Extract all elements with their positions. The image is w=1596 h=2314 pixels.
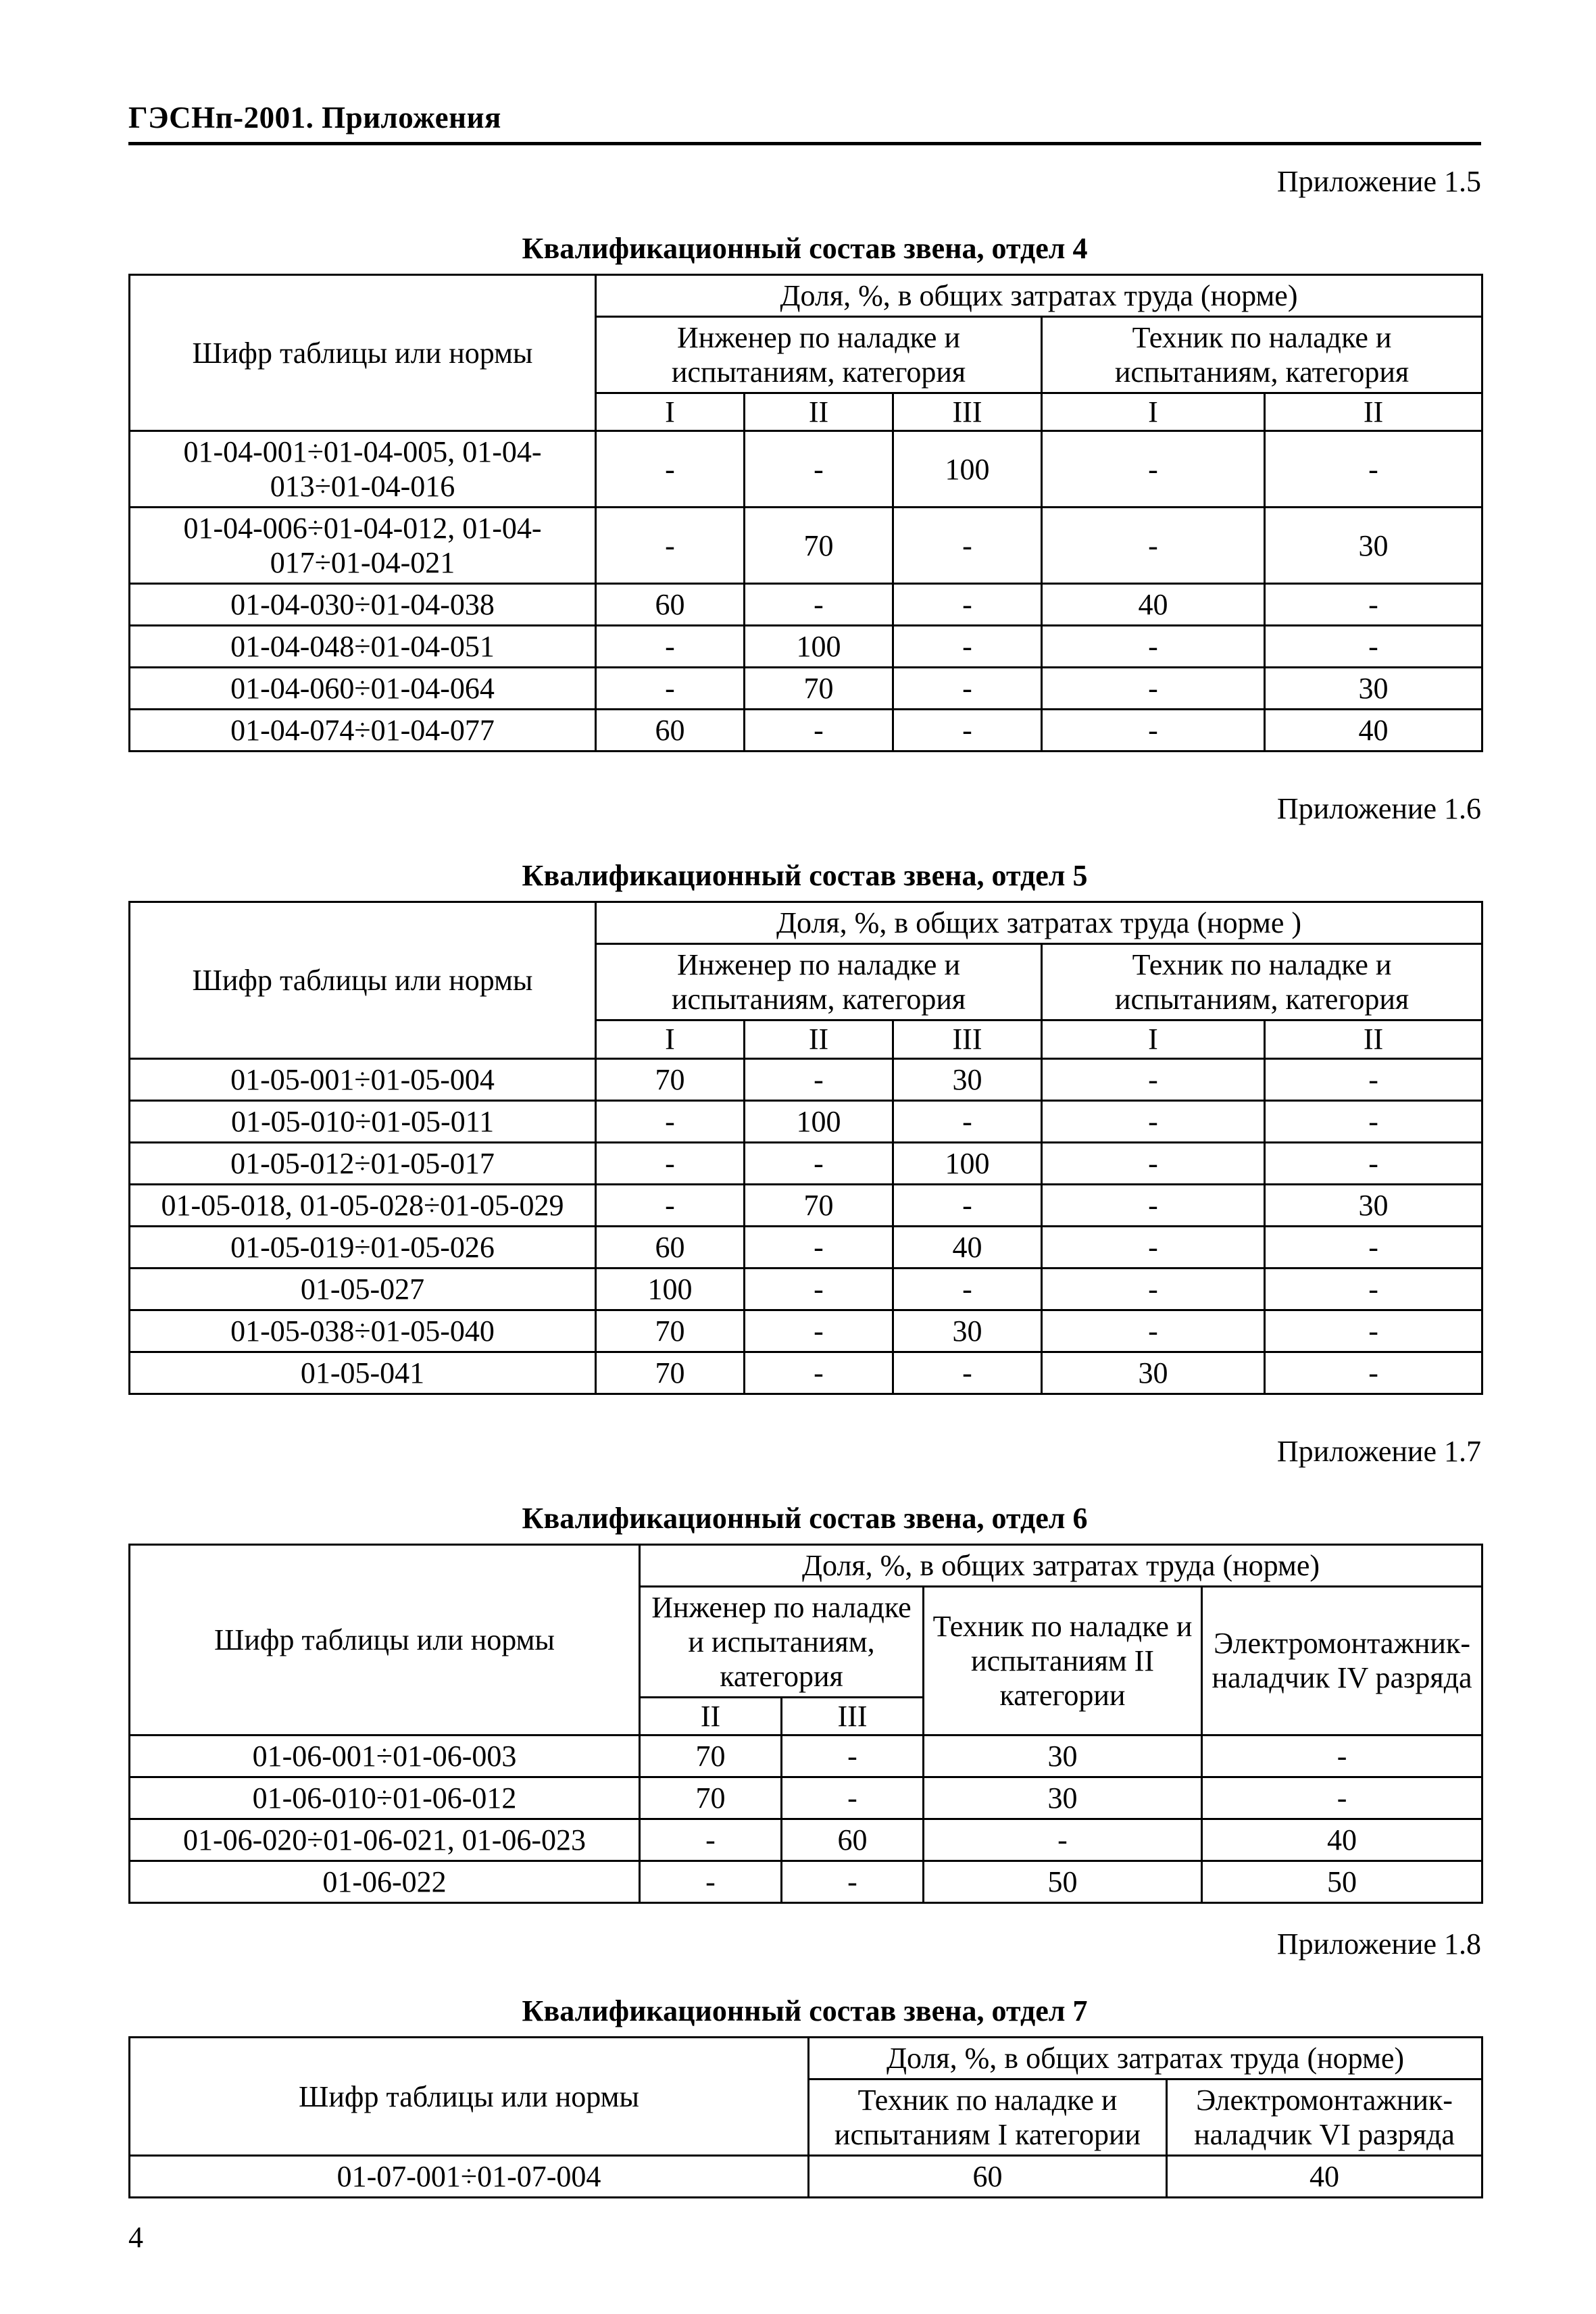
value-cell: - — [1042, 1142, 1265, 1184]
value-cell: - — [1265, 1100, 1482, 1142]
value-cell: - — [1042, 668, 1265, 710]
table-title-dept4: Квалификационный состав звена, отдел 4 — [522, 232, 1088, 265]
value-cell: 40 — [893, 1226, 1042, 1268]
value-cell: - — [893, 584, 1042, 626]
value-cell: 40 — [1042, 584, 1265, 626]
value-cell: - — [782, 1777, 924, 1819]
table-row — [130, 2156, 1482, 2198]
qualification-table-dept6 — [128, 1544, 1483, 1904]
column-header-engineer: Инженер по наладке и испытаниям, категория — [596, 317, 1042, 393]
value-cell: - — [924, 1819, 1202, 1861]
table-row — [130, 1226, 1482, 1268]
value-cell: 30 — [1265, 668, 1482, 710]
category-header: II — [1265, 1020, 1482, 1058]
table-row — [130, 1184, 1482, 1226]
value-cell: 60 — [596, 584, 745, 626]
value-cell: - — [1265, 431, 1482, 508]
value-cell: - — [893, 508, 1042, 584]
code-cell: 01-05-012÷01-05-017 — [130, 1142, 596, 1184]
qualification-table-dept5 — [128, 901, 1483, 1394]
column-header-code: Шифр таблицы или нормы — [130, 275, 596, 431]
code-cell: 01-05-001÷01-05-004 — [130, 1058, 596, 1100]
column-header-code: Шифр таблицы или нормы — [130, 1544, 640, 1735]
value-cell: - — [1265, 1352, 1482, 1394]
value-cell: - — [745, 1310, 893, 1352]
code-cell: 01-04-060÷01-04-064 — [130, 668, 596, 710]
column-header-code: Шифр таблицы или нормы — [130, 2038, 809, 2156]
value-cell: 30 — [893, 1310, 1042, 1352]
table-row — [130, 1310, 1482, 1352]
value-cell: 100 — [745, 626, 893, 668]
code-cell: 01-04-001÷01-04-005, 01-04-013÷01-04-016 — [130, 431, 596, 508]
table-row — [130, 1819, 1482, 1861]
category-header: II — [745, 1020, 893, 1058]
value-cell: 70 — [745, 508, 893, 584]
category-header: I — [1042, 1020, 1265, 1058]
qualification-table-dept7 — [128, 2036, 1483, 2198]
column-header-electrician: Электромонтажник-наладчик VI разряда — [1167, 2079, 1482, 2156]
value-cell: - — [893, 1184, 1042, 1226]
table-title-dept5: Квалификационный состав звена, отдел 5 — [522, 859, 1088, 893]
code-cell: 01-04-030÷01-04-038 — [130, 584, 596, 626]
value-cell: - — [640, 1819, 782, 1861]
code-cell: 01-05-038÷01-05-040 — [130, 1310, 596, 1352]
value-cell: - — [1265, 584, 1482, 626]
code-cell: 01-05-010÷01-05-011 — [130, 1100, 596, 1142]
value-cell: 30 — [924, 1777, 1202, 1819]
value-cell: 100 — [893, 1142, 1042, 1184]
value-cell: 70 — [596, 1310, 745, 1352]
column-header-technician: Техник по наладке и испытаниям I категории — [809, 2079, 1167, 2156]
table-row — [130, 668, 1482, 710]
value-cell: - — [1042, 1310, 1265, 1352]
category-header: I — [596, 1020, 745, 1058]
value-cell: 40 — [1202, 1819, 1482, 1861]
value-cell: 40 — [1265, 710, 1482, 752]
value-cell: - — [596, 1142, 745, 1184]
header-row — [130, 1544, 1482, 1586]
value-cell: - — [596, 626, 745, 668]
value-cell: - — [1202, 1735, 1482, 1777]
table-row — [130, 1861, 1482, 1903]
table-row — [130, 1735, 1482, 1777]
table-row — [130, 584, 1482, 626]
header-row — [130, 2038, 1482, 2079]
appendix-label-1-5: Приложение 1.5 — [1276, 165, 1481, 198]
category-header: II — [640, 1697, 782, 1735]
appendix-label-1-6: Приложение 1.6 — [1276, 792, 1481, 826]
appendix-label-1-7: Приложение 1.7 — [1276, 1434, 1481, 1468]
value-cell: - — [596, 668, 745, 710]
value-cell: 40 — [1167, 2156, 1482, 2198]
value-cell: - — [1042, 1184, 1265, 1226]
category-header: III — [893, 393, 1042, 431]
column-header-share: Доля, %, в общих затратах труда (норме) — [596, 275, 1482, 317]
table-row — [130, 508, 1482, 584]
value-cell: 100 — [893, 431, 1042, 508]
code-cell: 01-07-001÷01-07-004 — [130, 2156, 809, 2198]
value-cell: 50 — [924, 1861, 1202, 1903]
value-cell: 70 — [640, 1735, 782, 1777]
value-cell: 30 — [924, 1735, 1202, 1777]
value-cell: - — [1265, 1268, 1482, 1310]
category-header: II — [745, 393, 893, 431]
code-cell: 01-05-018, 01-05-028÷01-05-029 — [130, 1184, 596, 1226]
code-cell: 01-04-006÷01-04-012, 01-04-017÷01-04-021 — [130, 508, 596, 584]
column-header-technician: Техник по наладке и испытаниям II категории — [924, 1586, 1202, 1735]
value-cell: - — [782, 1861, 924, 1903]
category-header: III — [893, 1020, 1042, 1058]
value-cell: - — [1265, 1226, 1482, 1268]
value-cell: 100 — [745, 1100, 893, 1142]
value-cell: - — [893, 1100, 1042, 1142]
qualification-table-dept4 — [128, 274, 1483, 752]
value-cell: 30 — [1042, 1352, 1265, 1394]
table-row — [130, 431, 1482, 508]
table-row — [130, 1268, 1482, 1310]
table-row — [130, 1058, 1482, 1100]
value-cell: - — [1042, 1226, 1265, 1268]
code-cell: 01-06-001÷01-06-003 — [130, 1735, 640, 1777]
value-cell: - — [1042, 431, 1265, 508]
column-header-engineer: Инженер по наладке и испытаниям, категория — [640, 1586, 924, 1697]
value-cell: - — [1042, 626, 1265, 668]
value-cell: 30 — [893, 1058, 1042, 1100]
value-cell: - — [745, 431, 893, 508]
category-header: I — [1042, 393, 1265, 431]
value-cell: 100 — [596, 1268, 745, 1310]
code-cell: 01-05-019÷01-05-026 — [130, 1226, 596, 1268]
value-cell: - — [1042, 508, 1265, 584]
code-cell: 01-05-027 — [130, 1268, 596, 1310]
value-cell: - — [745, 1058, 893, 1100]
value-cell: - — [745, 1268, 893, 1310]
value-cell: 60 — [596, 1226, 745, 1268]
value-cell: - — [745, 584, 893, 626]
table-row — [130, 1777, 1482, 1819]
value-cell: - — [1042, 1268, 1265, 1310]
value-cell: 70 — [596, 1352, 745, 1394]
column-header-share: Доля, %, в общих затратах труда (норме ) — [596, 902, 1482, 944]
value-cell: 70 — [745, 668, 893, 710]
table-title-dept7: Квалификационный состав звена, отдел 7 — [522, 1994, 1088, 2028]
column-header-engineer: Инженер по наладке и испытаниям, категория — [596, 944, 1042, 1020]
column-header-technician: Техник по наладке и испытаниям, категория — [1042, 944, 1482, 1020]
code-cell: 01-06-022 — [130, 1861, 640, 1903]
table-title-dept6: Квалификационный состав звена, отдел 6 — [522, 1501, 1088, 1535]
value-cell: - — [1042, 1100, 1265, 1142]
table-row — [130, 710, 1482, 752]
value-cell: - — [893, 710, 1042, 752]
column-header-electrician: Электромонтажник-наладчик IV разряда — [1202, 1586, 1482, 1735]
page-footer — [128, 2220, 1481, 2255]
value-cell: 60 — [596, 710, 745, 752]
value-cell: - — [596, 1184, 745, 1226]
value-cell: - — [596, 431, 745, 508]
value-cell: 60 — [809, 2156, 1167, 2198]
value-cell: - — [782, 1735, 924, 1777]
value-cell: 70 — [640, 1777, 782, 1819]
category-header: II — [1265, 393, 1482, 431]
value-cell: - — [893, 626, 1042, 668]
header-row — [130, 275, 1482, 317]
value-cell: 30 — [1265, 508, 1482, 584]
document-header: ГЭСНп-2001. Приложения — [128, 101, 501, 134]
value-cell: - — [745, 1142, 893, 1184]
header-rule — [128, 142, 1481, 145]
value-cell: - — [596, 508, 745, 584]
code-cell: 01-04-074÷01-04-077 — [130, 710, 596, 752]
value-cell: - — [596, 1100, 745, 1142]
value-cell: - — [1265, 626, 1482, 668]
category-header: III — [782, 1697, 924, 1735]
value-cell: - — [1265, 1058, 1482, 1100]
code-cell: 01-06-020÷01-06-021, 01-06-023 — [130, 1819, 640, 1861]
column-header-code: Шифр таблицы или нормы — [130, 902, 596, 1058]
category-header: I — [596, 393, 745, 431]
value-cell: 50 — [1202, 1861, 1482, 1903]
value-cell: - — [1265, 1142, 1482, 1184]
code-cell: 01-06-010÷01-06-012 — [130, 1777, 640, 1819]
value-cell: - — [1042, 1058, 1265, 1100]
value-cell: - — [1042, 710, 1265, 752]
table-row — [130, 1142, 1482, 1184]
value-cell: - — [745, 710, 893, 752]
page-number: 4 — [128, 2221, 143, 2254]
header-row — [130, 902, 1482, 944]
table-row — [130, 1352, 1482, 1394]
value-cell: - — [1265, 1310, 1482, 1352]
value-cell: - — [745, 1226, 893, 1268]
column-header-technician: Техник по наладке и испытаниям, категория — [1042, 317, 1482, 393]
value-cell: - — [893, 668, 1042, 710]
value-cell: 60 — [782, 1819, 924, 1861]
value-cell: - — [893, 1352, 1042, 1394]
column-header-share: Доля, %, в общих затратах труда (норме) — [809, 2038, 1482, 2079]
column-header-share: Доля, %, в общих затратах труда (норме) — [640, 1544, 1482, 1586]
appendix-label-1-8: Приложение 1.8 — [1276, 1927, 1481, 1961]
table-row — [130, 1100, 1482, 1142]
value-cell: 30 — [1265, 1184, 1482, 1226]
value-cell: 70 — [745, 1184, 893, 1226]
value-cell: 70 — [596, 1058, 745, 1100]
value-cell: - — [1202, 1777, 1482, 1819]
value-cell: - — [640, 1861, 782, 1903]
table-row — [130, 626, 1482, 668]
code-cell: 01-05-041 — [130, 1352, 596, 1394]
value-cell: - — [745, 1352, 893, 1394]
value-cell: - — [893, 1268, 1042, 1310]
code-cell: 01-04-048÷01-04-051 — [130, 626, 596, 668]
